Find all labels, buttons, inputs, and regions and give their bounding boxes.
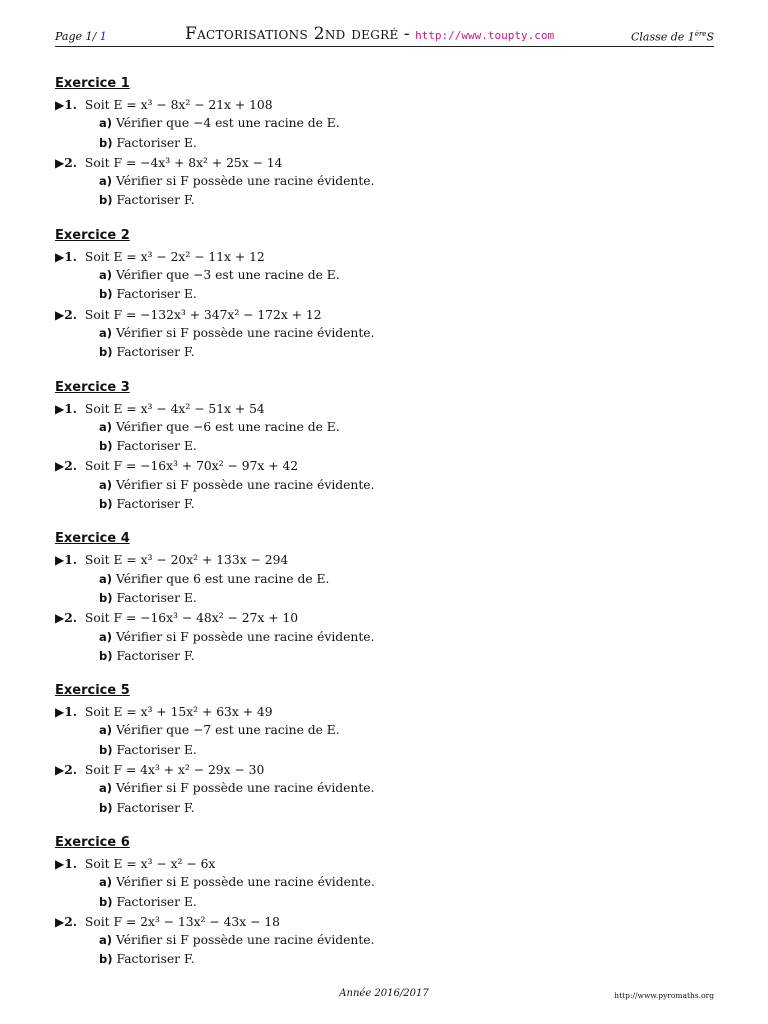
question-text: Soit E = x³ − 8x² − 21x + 108 <box>84 98 273 112</box>
sub-question <box>55 324 715 343</box>
exercise-title: Exercice 2 <box>55 227 130 243</box>
question <box>55 760 715 779</box>
question-number: 2. <box>64 306 78 322</box>
sub-question-text: Factoriser F. <box>116 648 195 663</box>
question-text: Soit F = −16x³ − 48x² − 27x + 10 <box>84 611 299 626</box>
question <box>55 854 715 873</box>
title-main: Factorisations 2nd degré <box>185 24 399 44</box>
question <box>55 550 715 569</box>
sub-question-label: a) <box>99 325 113 340</box>
sub-question <box>55 266 715 285</box>
sub-question-label: a) <box>99 933 113 948</box>
triangle-bullet-icon: ▶ <box>55 856 65 871</box>
sub-question-label: a) <box>99 781 113 796</box>
question-text: Soit F = −4x³ + 8x² + 25x − 14 <box>84 155 283 170</box>
question-text: Soit E = x³ − 20x² + 133x − 294 <box>84 553 289 568</box>
triangle-bullet-icon: ▶ <box>55 459 65 474</box>
sub-question-text: Vérifier si F possède une racine évidente. <box>116 325 375 340</box>
page-label: Page 1/ <box>55 30 97 43</box>
sub-question-label: b) <box>99 952 113 967</box>
sub-question <box>55 476 715 495</box>
sub-question-label: b) <box>99 345 113 360</box>
sub-question-text: Vérifier si F possède une racine évidente. <box>116 477 375 492</box>
exercise-2 <box>55 226 715 363</box>
sub-question <box>55 950 715 969</box>
exercise-title: Exercice 3 <box>55 379 130 395</box>
sub-question <box>55 873 715 892</box>
question-text: Soit E = x³ + 15x² + 63x + 49 <box>84 705 273 720</box>
sub-question-label: b) <box>99 590 113 605</box>
exercise-title: Exercice 5 <box>55 683 130 699</box>
sub-question <box>55 721 715 740</box>
sub-question-label: b) <box>99 894 113 909</box>
sub-question <box>55 343 715 362</box>
triangle-bullet-icon: ▶ <box>55 553 65 568</box>
sub-question-text: Vérifier que −6 est une racine de E. <box>116 419 340 434</box>
question-number: 1. <box>64 855 78 871</box>
triangle-bullet-icon: ▶ <box>55 914 65 929</box>
question-number: 2. <box>64 762 78 778</box>
sub-question <box>55 285 715 304</box>
question <box>55 95 715 114</box>
question-number: 2. <box>64 458 78 474</box>
class-prefix: Classe de 1 <box>630 30 695 44</box>
sub-question-text: Factoriser F. <box>116 800 195 815</box>
title-separator: - <box>398 24 416 44</box>
exercise-list <box>55 74 715 985</box>
sub-question-text: Factoriser F. <box>116 952 195 967</box>
sub-question <box>55 779 715 798</box>
question-number: 1. <box>64 97 78 112</box>
sub-question-label: a) <box>99 875 113 890</box>
question <box>55 247 715 266</box>
exercise-5 <box>55 681 715 818</box>
question <box>55 305 715 324</box>
page-header <box>55 24 714 47</box>
sub-question <box>55 799 715 818</box>
sub-question-text: Factoriser F. <box>116 497 195 512</box>
sub-question-label: a) <box>99 174 113 189</box>
sub-question <box>55 741 715 760</box>
sub-question <box>55 628 715 647</box>
sub-question-text: Factoriser E. <box>116 135 197 150</box>
sub-question-text: Vérifier que 6 est une racine de E. <box>116 571 330 586</box>
triangle-bullet-icon: ▶ <box>55 98 65 112</box>
sub-question-label: b) <box>99 193 113 208</box>
title-url-link[interactable]: http://www.toupty.com <box>415 29 555 42</box>
triangle-bullet-icon: ▶ <box>55 705 65 720</box>
exercise-3 <box>55 378 715 515</box>
sub-question-label: a) <box>99 477 113 492</box>
page-number <box>55 30 107 43</box>
question-text: Soit E = x³ − 2x² − 11x + 12 <box>84 249 265 264</box>
exercise-title: Exercice 1 <box>55 76 130 91</box>
question-number: 1. <box>64 704 78 720</box>
question-text: Soit E = x³ − x² − 6x <box>84 856 216 871</box>
sub-question-text: Factoriser E. <box>116 287 197 302</box>
sub-question <box>55 172 715 191</box>
exercise-title: Exercice 6 <box>55 834 130 850</box>
sub-question-text: Vérifier si E possède une racine évidente. <box>116 875 375 890</box>
exercise-4 <box>55 529 715 666</box>
question-text: Soit F = 2x³ − 13x² − 43x − 18 <box>84 914 280 929</box>
sub-question-label: a) <box>99 419 113 434</box>
sub-question-label: a) <box>99 629 113 644</box>
sub-question-text: Factoriser E. <box>116 742 197 757</box>
sub-question-text: Vérifier si F possède une racine évidente. <box>116 174 375 189</box>
sub-question-label: b) <box>99 800 113 815</box>
question-text: Soit F = 4x³ + x² − 29x − 30 <box>84 763 265 778</box>
sub-question-label: a) <box>99 116 113 131</box>
footer-url-link[interactable]: http://www.pyromaths.org <box>614 991 714 1000</box>
footer-year: Année 2016/2017 <box>339 988 429 999</box>
triangle-bullet-icon: ▶ <box>55 155 65 170</box>
sub-question <box>55 647 715 666</box>
sub-question-label: b) <box>99 742 113 757</box>
sub-question-label: b) <box>99 135 113 150</box>
sub-question-text: Vérifier si F possède une racine évidente. <box>116 933 375 948</box>
exercise-6 <box>55 833 715 970</box>
sub-question <box>55 134 715 153</box>
question-number: 1. <box>64 248 78 264</box>
sub-question <box>55 495 715 514</box>
sub-question-label: b) <box>99 439 113 454</box>
question-text: Soit F = −16x³ + 70x² − 97x + 42 <box>84 459 299 474</box>
sub-question-text: Vérifier si F possède une racine évidente. <box>116 781 375 796</box>
question <box>55 456 715 475</box>
sub-question-text: Vérifier que −4 est une racine de E. <box>116 116 340 131</box>
sub-question-text: Factoriser E. <box>116 439 197 454</box>
sub-question <box>55 570 715 589</box>
sub-question-text: Factoriser F. <box>116 193 195 208</box>
question <box>55 153 715 172</box>
sub-question-label: a) <box>99 268 113 283</box>
sub-question-text: Vérifier que −7 est une racine de E. <box>116 723 340 738</box>
question <box>55 608 715 627</box>
exercise-title: Exercice 4 <box>55 531 130 547</box>
triangle-bullet-icon: ▶ <box>55 611 65 626</box>
exercise-1 <box>55 74 715 211</box>
sub-question <box>55 589 715 608</box>
question-number: 2. <box>64 154 78 170</box>
question-number: 1. <box>64 552 78 568</box>
question <box>55 399 715 418</box>
sub-question-label: a) <box>99 571 113 586</box>
sub-question-label: b) <box>99 497 113 512</box>
question-number: 1. <box>64 400 78 416</box>
sub-question <box>55 114 715 133</box>
sub-question <box>55 437 715 456</box>
sub-question-text: Factoriser F. <box>116 345 195 360</box>
sub-question <box>55 931 715 950</box>
question-text: Soit E = x³ − 4x² − 51x + 54 <box>84 401 265 416</box>
question <box>55 702 715 721</box>
class-suffix: S <box>706 30 714 44</box>
question-number: 2. <box>64 610 78 626</box>
class-sup: ère <box>694 30 707 38</box>
question <box>55 912 715 931</box>
question-number: 2. <box>64 913 78 929</box>
sub-question-text: Factoriser E. <box>116 590 197 605</box>
sub-question-label: a) <box>99 723 113 738</box>
triangle-bullet-icon: ▶ <box>55 307 65 322</box>
triangle-bullet-icon: ▶ <box>55 763 65 778</box>
page-total-link[interactable]: 1 <box>99 30 107 43</box>
sub-question <box>55 191 715 210</box>
triangle-bullet-icon: ▶ <box>55 249 65 264</box>
sub-question-text: Vérifier que −3 est une racine de E. <box>116 268 340 283</box>
triangle-bullet-icon: ▶ <box>55 401 65 416</box>
question-text: Soit F = −132x³ + 347x² − 172x + 12 <box>84 307 322 322</box>
sub-question-label: b) <box>99 287 113 302</box>
sub-question-text: Factoriser E. <box>116 894 197 909</box>
page-title <box>185 24 554 44</box>
sub-question-label: b) <box>99 648 113 663</box>
sub-question-text: Vérifier si F possède une racine évidente. <box>116 629 375 644</box>
class-label <box>631 30 714 44</box>
sub-question <box>55 893 715 912</box>
sub-question <box>55 418 715 437</box>
